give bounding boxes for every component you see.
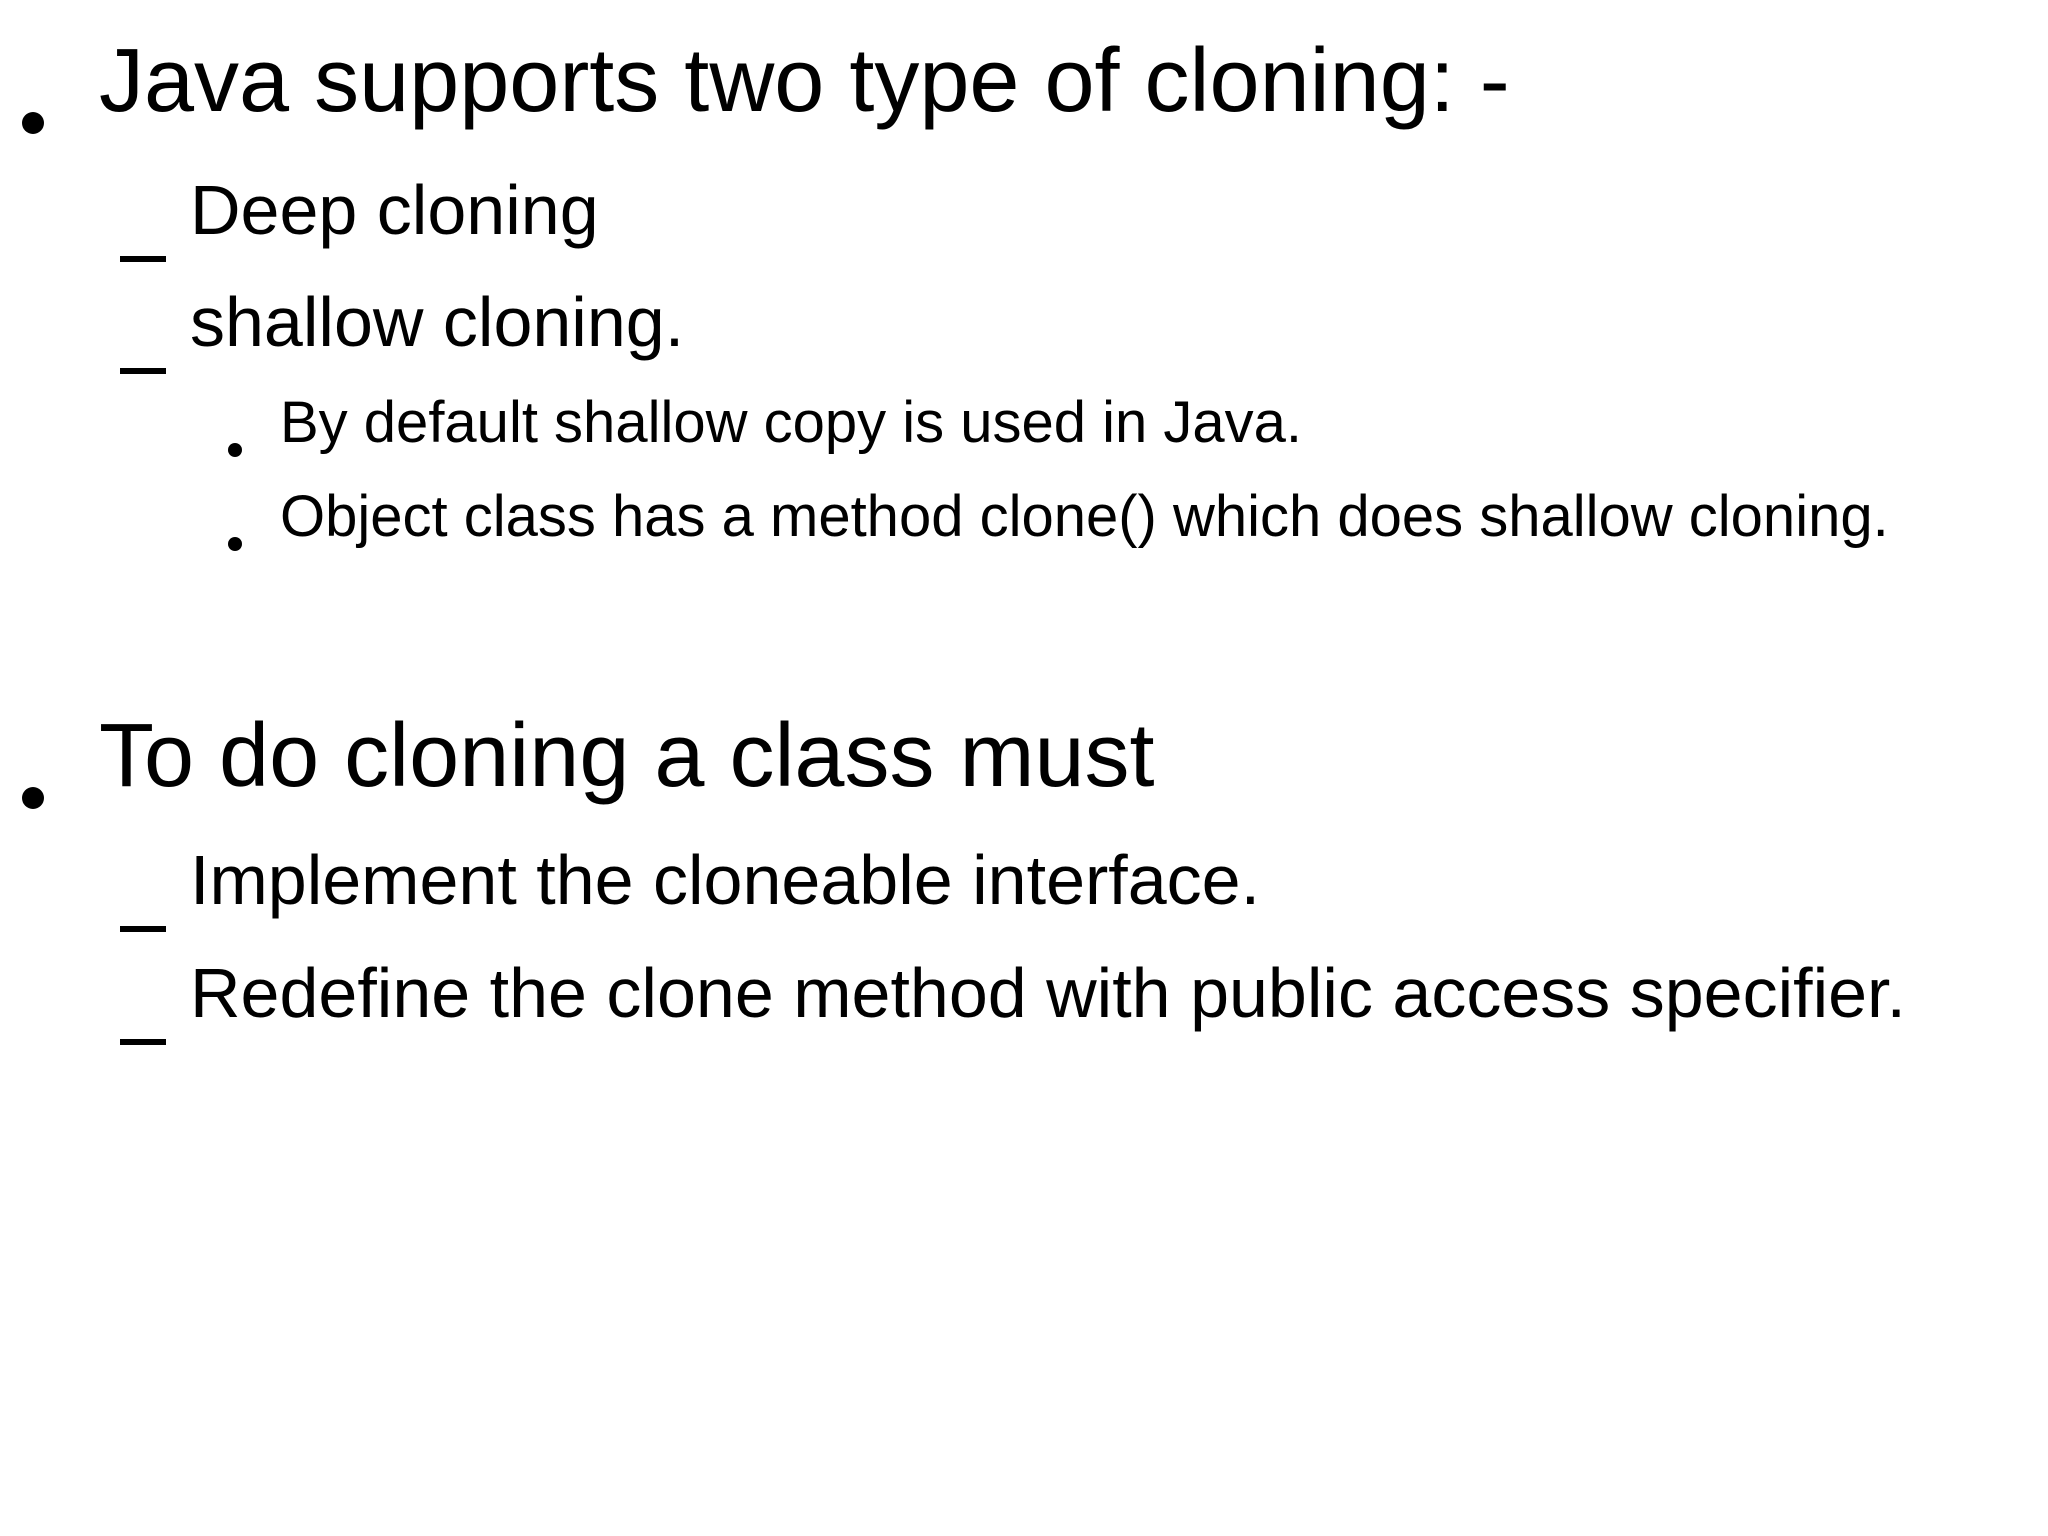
sub-sub-item-text: Object class has a method clone() which does shallow cloning. xyxy=(280,484,1889,549)
sub-sub-item-text: By default shallow copy is used in Java. xyxy=(280,390,1302,455)
bullet-icon xyxy=(22,59,44,149)
bullet-text: Java supports two type of cloning: - xyxy=(99,31,1510,131)
bullet-icon xyxy=(228,409,242,467)
bullet-text: To do cloning a class must xyxy=(99,706,1155,806)
dash-icon xyxy=(120,203,166,273)
dash-icon xyxy=(120,986,166,1056)
sub-item-text: Implement the cloneable interface. xyxy=(190,841,1261,919)
sub-item-text: shallow cloning. xyxy=(190,283,685,361)
dash-icon xyxy=(120,315,166,385)
sub-item-text: Redefine the clone method with public access specifier. xyxy=(190,954,1906,1032)
sub-item-text: Deep cloning xyxy=(190,171,599,249)
dash-icon xyxy=(120,873,166,943)
bullet-icon xyxy=(22,734,44,824)
bullet-icon xyxy=(228,503,242,561)
